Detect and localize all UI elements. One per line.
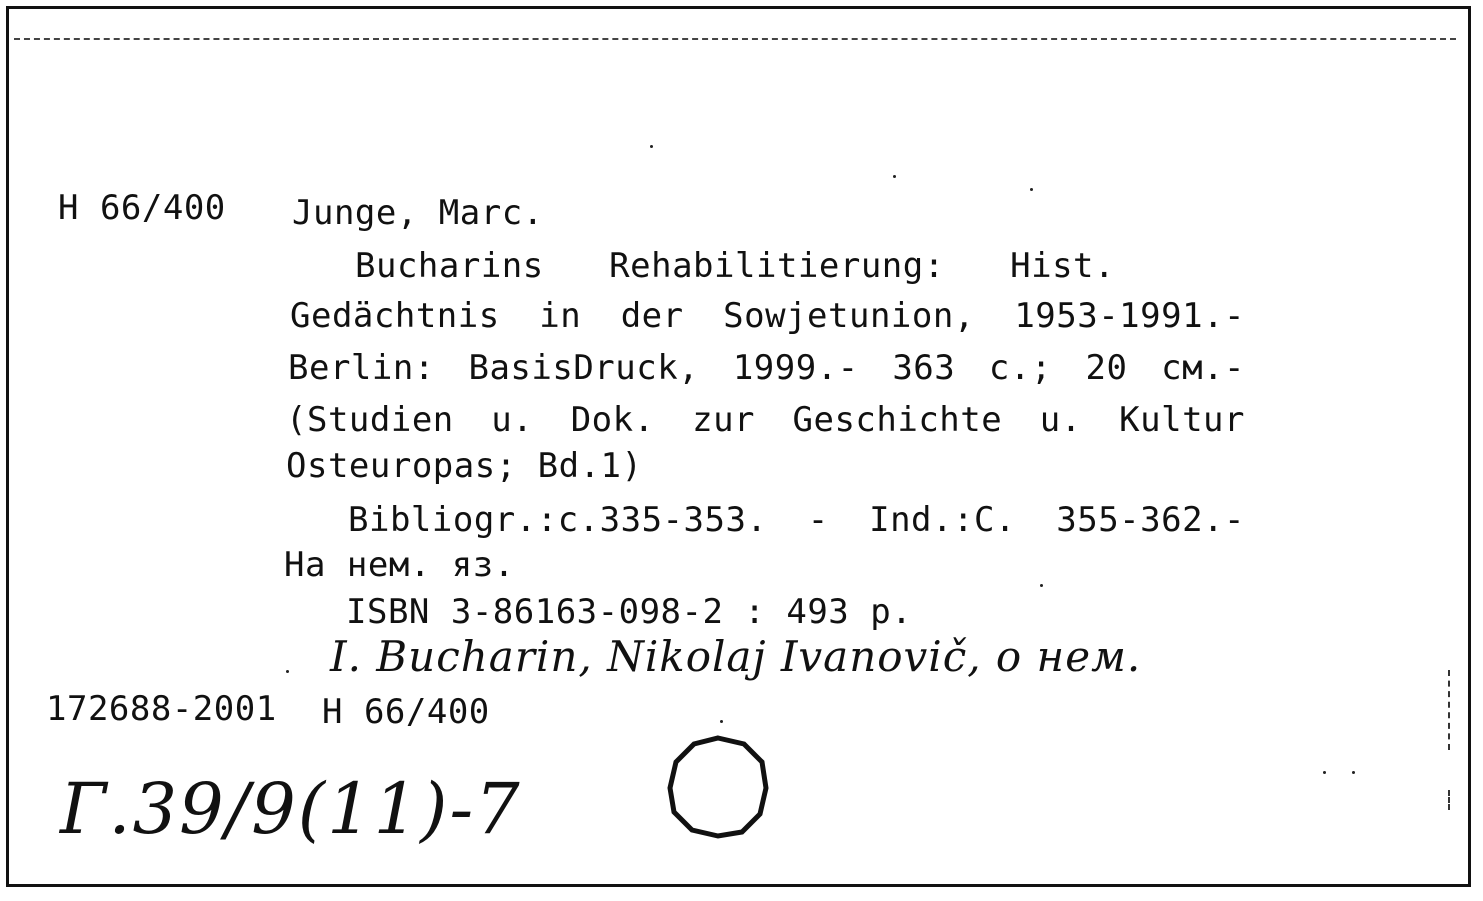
speck <box>1030 188 1033 191</box>
call-number: H 66/400 <box>58 188 226 228</box>
isbn: ISBN 3-86163-098-2 : 493 p. <box>346 592 913 632</box>
speck <box>1352 771 1355 774</box>
handwritten-subject-entry: I. Bucharin, Nikolaj Ivanovič, о нем. <box>330 632 1142 681</box>
card-top-rule <box>14 38 1456 40</box>
edge-dashes <box>1448 670 1452 750</box>
notes-line-2: На нем. яз. <box>284 545 515 585</box>
speck <box>1323 771 1326 774</box>
author: Junge, Marc. <box>292 193 544 233</box>
title-line-4: (Studien u. Dok. zur Geschichte u. Kultur <box>286 400 1245 440</box>
speck <box>893 175 896 178</box>
title-line-2: Gedächtnis in der Sowjetunion, 1953-1991.- <box>290 296 1245 336</box>
stamp-circle-mark <box>662 732 774 844</box>
handwritten-classification: Г.39/9(11)-7 <box>60 768 522 850</box>
edge-dashes <box>1448 790 1452 810</box>
speck <box>286 670 289 673</box>
speck <box>1040 584 1043 587</box>
title-line-3: Berlin: BasisDruck, 1999.- 363 c.; 20 cм.- <box>288 348 1245 388</box>
accession-call-number: H 66/400 <box>322 692 490 732</box>
title-line-1: Bucharins Rehabilitierung: Hist. <box>355 246 1115 286</box>
accession-number: 172688-2001 <box>46 689 277 729</box>
speck <box>720 720 723 723</box>
notes-line-1: Bibliogr.:c.335-353. - Ind.:C. 355-362.- <box>348 500 1245 540</box>
title-line-5: Osteuropas; Bd.1) <box>286 446 643 486</box>
speck <box>650 145 653 148</box>
